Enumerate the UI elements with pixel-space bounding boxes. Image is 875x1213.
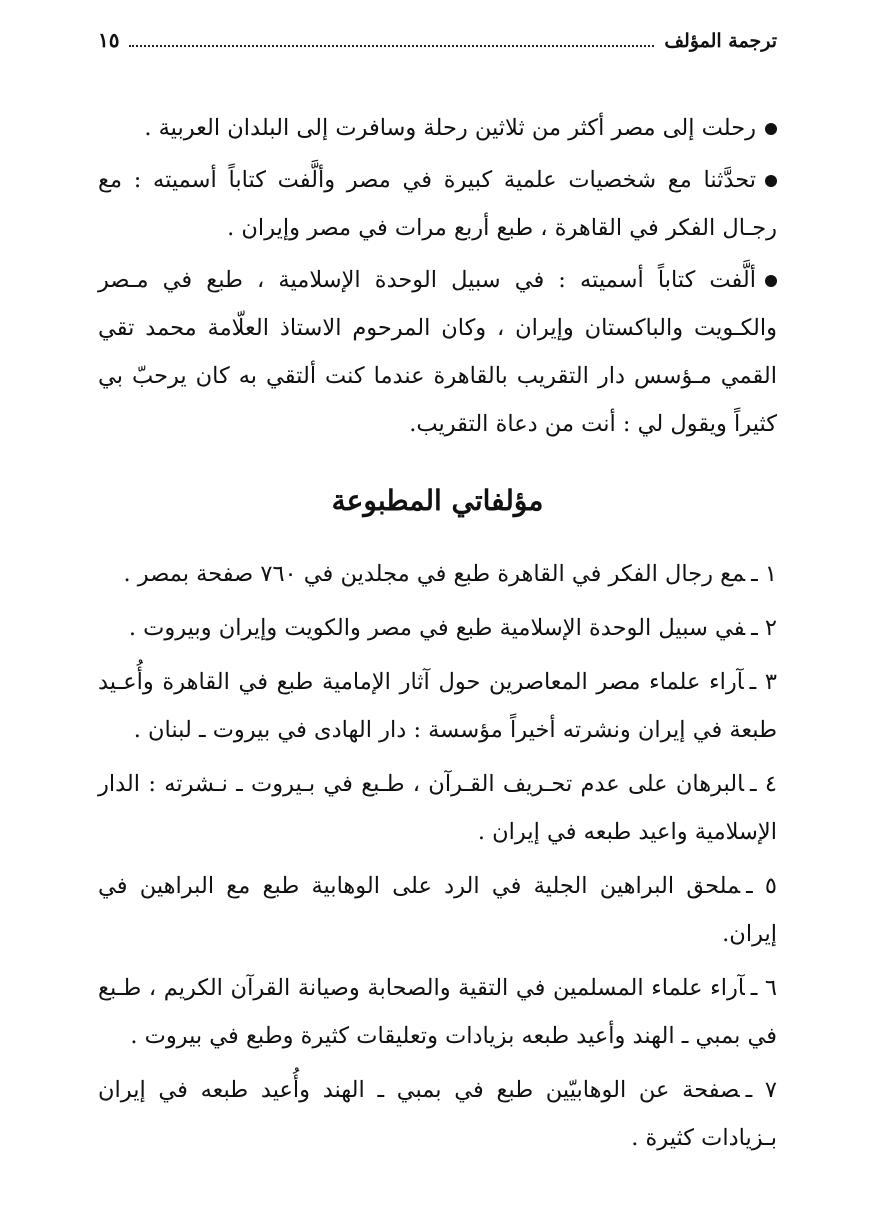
item-text: ملحق البراهين الجلية في الرد على الوهابية طبع مع البراهين في إيران. [98,873,777,947]
paragraph-text: رحلت إلى مصر أكثر من ثلاثين رحلة وسافرت إلى البلدان العربية . [144,115,756,141]
item-number: ٦ ـ [750,975,777,1001]
item-number: ٧ ـ [745,1077,777,1103]
list-item [98,550,777,598]
bullet-icon [765,123,777,135]
leader-dots [129,44,654,47]
bullet-paragraph [98,256,777,448]
section-heading: مؤلفاتي المطبوعة [331,484,544,517]
item-number: ٢ ـ [751,615,777,641]
item-text: البرهان على عدم تحـريف القـرآن ، طـبع في بـيروت ـ نـشرته : الدار الإسلامية واعيد طبعه في إيران . [98,771,777,845]
item-number: ٤ ـ [750,771,778,797]
list-item [98,964,777,1060]
list-item [98,862,777,958]
item-text: آراء علماء مصر المعاصرين حول آثار الإمامية طبع في القاهرة وأُعـيد طبعة في إيران ونشرته أخيراً مؤسسة : دار الهادى في بيروت ـ لبنان . [98,669,777,743]
paragraph-text: تحدَّثنا مع شخصيات علمية كبيرة في مصر وألَّفت كتاباً أسميته : مع رجـال الفكر في القاهرة ، طبع أربع مرات في مصر وإيران . [98,167,777,241]
bullet-paragraph [98,156,777,252]
intro-section [98,104,777,448]
bullet-icon [765,275,777,287]
running-header [98,28,777,68]
chapter-title: ترجمة المؤلف [664,30,777,52]
works-list [98,550,777,1162]
item-text: في سبيل الوحدة الإسلامية طبع في مصر والكويت وإيران وبيروت . [128,615,746,641]
bullet-icon [765,175,777,187]
list-item [98,604,777,652]
page-number: ١٥ [98,28,120,52]
item-number: ٥ ـ [746,873,777,899]
item-number: ٣ ـ [749,669,777,695]
item-text: آراء علماء المسلمين في التقية والصحابة وصيانة القرآن الكريم ، طـبع في بمبي ـ الهند وأعيد طبعه بزيادات وتعليقات كثيرة وطبع في بيروت . [98,975,777,1049]
item-text: صفحة عن الوهابيّين طبع في بمبي ـ الهند وأُعيد طبعه في إيران بـزيادات كثيرة . [98,1077,777,1151]
list-item [98,658,777,754]
list-item [98,760,777,856]
paragraph-text: ألَّفت كتاباً أسميته : في سبيل الوحدة الإسلامية ، طبع في مـصر والكـويت والباكستان وإيران ، وكان المرحوم الاستاذ العلّامة محمد تقي القمي مـؤسس دار التقريب بالقاهرة عندما كنت ألتقي به كان يرحبّ بي كثيراً ويقول لي : أنت من دعاة التقريب. [98,267,777,437]
list-item [98,1066,777,1162]
bullet-paragraph [98,104,777,152]
item-number: ١ ـ [751,561,777,587]
item-text: مع رجال الفكر في القاهرة طبع في مجلدين في ٧٦٠ صفحة بمصر . [123,561,746,587]
